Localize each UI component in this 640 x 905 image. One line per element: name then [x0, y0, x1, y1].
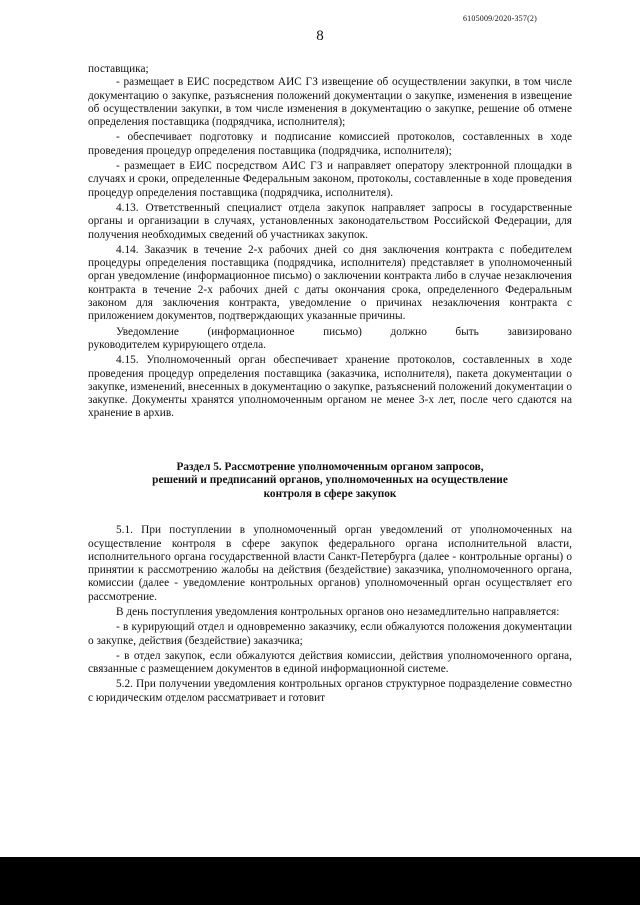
heading-line: решений и предписаний органов, уполномоченных на осуществление	[152, 474, 508, 487]
heading-line: Раздел 5. Рассмотрение уполномоченным органом запросов,	[176, 460, 484, 473]
paragraph: В день поступления уведомления контрольных органов оно незамедлительно направляется:	[116, 606, 560, 618]
document-body	[88, 63, 572, 705]
word: быть	[455, 325, 479, 338]
paragraph: поставщика;	[88, 63, 149, 75]
word: завизировано	[507, 325, 572, 338]
paragraph: 4.14. Заказчик в течение 2-х рабочих дней со дня заключения контракта с победителем процедуры определения поставщика (подрядчика, исполнителя) представляет в уполномоченный орган уведомление (информационное письмо) о заключении контракта либо в случае незаключения контракта в течение 2-х рабочих дней с даты окончания срока, определенного Федеральным законом для заключения контракта, уведомление о причинах незаключения контракта с приложением документов, подтверждающих указанные причины.	[88, 243, 572, 323]
paragraph: 4.13. Ответственный специалист отдела закупок направляет запросы в государственные органы и организации в случаях, установленных законодательством Российской Федерации, для получения необходимых сведений об участниках закупок.	[88, 201, 572, 241]
paragraph-continuation: руководителем курирующего отдела.	[88, 338, 266, 351]
section-heading	[88, 461, 572, 502]
paragraph: - обеспечивает подготовку и подписание комиссией протоколов, составленных в ходе проведения процедур определения поставщика (подрядчика, исполнителя);	[88, 131, 572, 157]
paragraph: 4.15. Уполномоченный орган обеспечивает хранение протоколов, составленных в ходе проведения процедур определения поставщика (заказчика, исполнителя), пакета документации о закупке, изменений, внесенных в документацию о закупке, разъяснений положений документации о закупке. Документы хранятся уполномоченным органом не менее 3-х лет, после чего сдаются на хранение в архив.	[88, 354, 572, 420]
paragraph-first-line	[116, 326, 572, 339]
paragraph	[88, 326, 572, 339]
paragraph: - в курирующий отдел и одновременно заказчику, если обжалуются положения документации о закупке, действия (бездействие) заказчика;	[88, 621, 572, 647]
word: письмо)	[323, 325, 362, 338]
document-id: 6105009/2020-357(2)	[462, 14, 537, 23]
page-number: 8	[316, 28, 324, 44]
heading-line: контроля в сфере закупок	[263, 487, 397, 500]
word: (информационное	[207, 325, 295, 338]
scan-bottom-border	[0, 857, 640, 905]
paragraph: - размещает в ЕИС посредством АИС ГЗ извещение об осуществлении закупки, в том числе документацию о закупке, разъяснения положений документации о закупке, изменения в извещение об осуществлении закупки, в том числе изменения в документацию о закупке, решение об отмене определения поставщика (подрядчика, исполнителя);	[88, 76, 572, 129]
paragraph: 5.1. При поступлении в уполномоченный орган уведомлений от уполномоченных на осуществление контроля в сфере закупок федерального органа исполнительной власти, исполнительного органа государственной власти Санкт-Петербурга (далее - контрольные органы) о принятии к рассмотрению жалобы на действия (бездействие) заказчика, уполномоченного органа, комиссии (далее - уведомление контрольных органов) уполномоченный орган осуществляет его рассмотрение.	[88, 524, 572, 603]
paragraph: - размещает в ЕИС посредством АИС ГЗ и направляет оператору электронной площадки в случаях и сроки, определенные Федеральным законом, протоколы, составленные в ходе проведения процедур определения поставщика (подрядчика, исполнителя).	[88, 160, 572, 199]
word: Уведомление	[116, 325, 179, 338]
paragraph: 5.2. При получении уведомления контрольных органов структурное подразделение совместно с юридическим отделом рассматривает и готовит	[88, 678, 572, 704]
paragraph: - в отдел закупок, если обжалуются действия комиссии, действия уполномоченного органа, связанные с размещением документов в единой информационной системе.	[88, 649, 572, 676]
word: должно	[390, 325, 427, 338]
